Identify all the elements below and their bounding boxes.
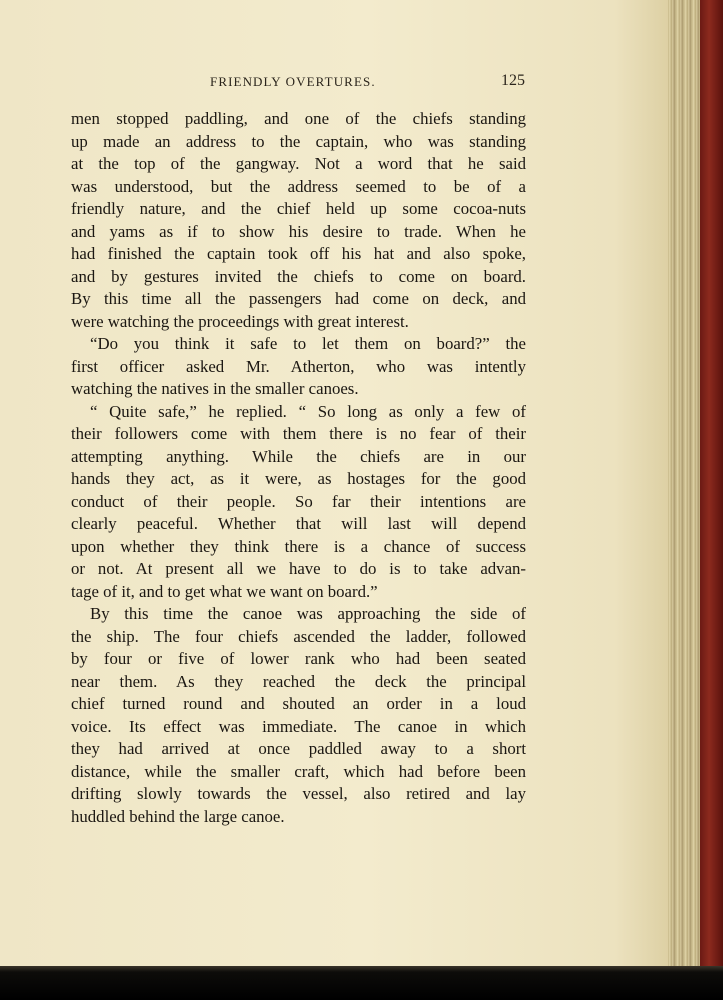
text-line: men stopped paddling, and one of the chiefs standing	[71, 109, 526, 128]
text-line: “ Quite safe,” he replied. “ So long as only a few of	[90, 401, 526, 421]
scan-bottom-edge	[0, 966, 723, 1000]
body-text	[71, 108, 526, 828]
text-line: by four or five of lower rank who had been seated	[71, 649, 526, 668]
page-number: 125	[501, 72, 525, 89]
text-line: or not. At present all we have to do is to take advan-	[71, 559, 526, 578]
text-line: were watching the proceedings with great interest.	[71, 311, 409, 331]
text-line: near them. As they reached the deck the principal	[71, 671, 526, 691]
text-line: at the top of the gangway. Not a word that he said	[71, 154, 526, 173]
text-line: chief turned round and shouted an order in a loud	[71, 694, 526, 713]
text-line: and yams as if to show his desire to trade. When he	[71, 221, 526, 241]
text-line: was understood, but the address seemed to be of a	[71, 176, 526, 196]
text-line: distance, while the smaller craft, which had before been	[71, 761, 526, 781]
text-line: “Do you think it safe to let them on board?” the	[90, 334, 526, 353]
text-line: they had arrived at once paddled away to a short	[71, 739, 526, 758]
text-line: up made an address to the captain, who was standing	[71, 131, 526, 151]
text-line: upon whether they think there is a chance of success	[71, 536, 526, 556]
text-line: hands they act, as it were, as hostages for the good	[71, 469, 526, 488]
text-line: By this time all the passengers had come on deck, and	[71, 289, 526, 308]
text-line: tage of it, and to get what we want on board.”	[71, 581, 378, 601]
text-line: voice. Its effect was immediate. The canoe in which	[71, 716, 526, 736]
text-line: friendly nature, and the chief held up some cocoa-nuts	[71, 199, 526, 218]
text-line: attempting anything. While the chiefs are in our	[71, 446, 526, 466]
text-line: By this time the canoe was approaching the side of	[90, 604, 526, 623]
running-title: FRIENDLY OVERTURES.	[210, 74, 376, 89]
text-line: watching the natives in the smaller canoes.	[71, 379, 359, 398]
text-line: drifting slowly towards the vessel, also retired and lay	[71, 784, 526, 803]
text-line: and by gestures invited the chiefs to come on board.	[71, 266, 526, 286]
text-line: their followers come with them there is no fear of their	[71, 424, 526, 443]
text-line: clearly peaceful. Whether that will last will depend	[71, 514, 526, 533]
text-line: huddled behind the large canoe.	[71, 806, 285, 826]
text-line: first officer asked Mr. Atherton, who was intently	[71, 356, 526, 376]
book-cover-edge	[700, 0, 723, 972]
text-line: had finished the captain took off his hat and also spoke,	[71, 244, 526, 263]
page-header	[72, 72, 527, 98]
text-line: the ship. The four chiefs ascended the ladder, followed	[71, 626, 526, 646]
text-line: conduct of their people. So far their intentions are	[71, 491, 526, 511]
